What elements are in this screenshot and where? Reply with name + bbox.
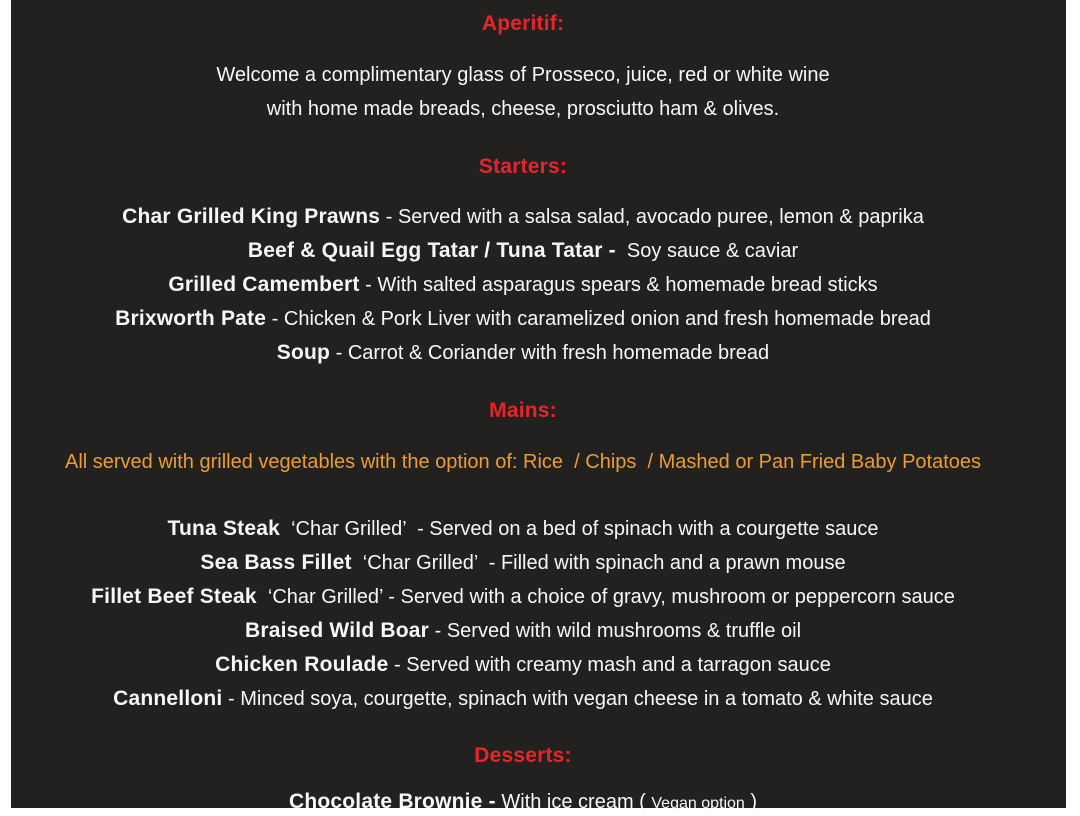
item-description: - Chicken & Pork Liver with caramelized onion and fresh homemade bread (266, 308, 931, 330)
menu-item-king-prawns (0, 205, 1046, 229)
item-description: - Served with a salsa salad, avocado puree, lemon & paprika (380, 206, 924, 228)
item-name: Chicken Roulade (215, 653, 389, 676)
item-description: With ice cream ( (495, 791, 652, 813)
item-name: Beef & Quail Egg Tatar / Tuna Tatar - (247, 239, 616, 262)
item-description-tail: ) (744, 791, 758, 813)
item-name: Sea Bass Fillet (200, 551, 352, 574)
section-heading-aperitif: Aperitif: (481, 12, 565, 35)
item-name: Fillet Beef Steak (91, 585, 257, 608)
item-name: Char Grilled King Prawns (122, 205, 381, 228)
menu-item-wild-boar (0, 619, 1046, 643)
item-description: ‘Char Grilled’ - Served with a choice of gravy, mushroom or peppercorn sauce (256, 586, 955, 608)
item-description: - With salted asparagus spears & homemade bread sticks (359, 274, 878, 296)
item-name: Cannelloni (113, 687, 223, 710)
menu-item-soup (0, 341, 1046, 365)
item-description: - Served with wild mushrooms & truffle oil (429, 620, 802, 642)
section-heading-starters: Starters: (478, 155, 568, 178)
item-description: - Minced soya, courgette, spinach with vegan cheese in a tomato & white sauce (222, 688, 933, 710)
item-name: Brixworth Pate (115, 307, 267, 330)
item-description: ‘Char Grilled’ - Served on a bed of spinach with a courgette sauce (280, 518, 879, 540)
item-description: - Served with creamy mash and a tarragon sauce (388, 654, 831, 676)
menu-item-tatar (0, 239, 1046, 263)
menu-item-fillet-beef (0, 585, 1046, 609)
menu-item-tuna-steak (0, 517, 1046, 541)
section-heading-desserts: Desserts: (474, 744, 572, 767)
vegan-option-label: Vegan option (651, 795, 745, 812)
item-name: Chocolate Brownie - (288, 790, 496, 813)
aperitif-intro-line-1: Welcome a complimentary glass of Prosseco, juice, red or white wine (216, 64, 830, 86)
item-description: Soy sauce & caviar (615, 240, 799, 262)
item-description: ‘Char Grilled’ - Filled with spinach and a prawn mouse (351, 552, 846, 574)
item-name: Tuna Steak (167, 517, 280, 540)
menu-item-cannelloni (0, 687, 1046, 711)
aperitif-intro-line-2: with home made breads, cheese, prosciutto ham & olives. (266, 98, 780, 120)
menu-item-chocolate-brownie (0, 790, 1046, 816)
item-name: Grilled Camembert (168, 273, 360, 296)
item-description: - Carrot & Coriander with fresh homemade bread (330, 342, 770, 364)
menu-item-sea-bass (0, 551, 1046, 575)
menu-item-camembert (0, 273, 1046, 297)
mains-sides-note: All served with grilled vegetables with the option of: Rice / Chips / Mashed or Pan Fried Baby Potatoes (64, 451, 982, 473)
menu-item-brixworth-pate (0, 307, 1046, 331)
item-name: Braised Wild Boar (244, 619, 430, 642)
section-heading-mains: Mains: (489, 399, 557, 422)
menu-item-chicken-roulade (0, 653, 1046, 677)
item-name: Soup (276, 341, 331, 364)
